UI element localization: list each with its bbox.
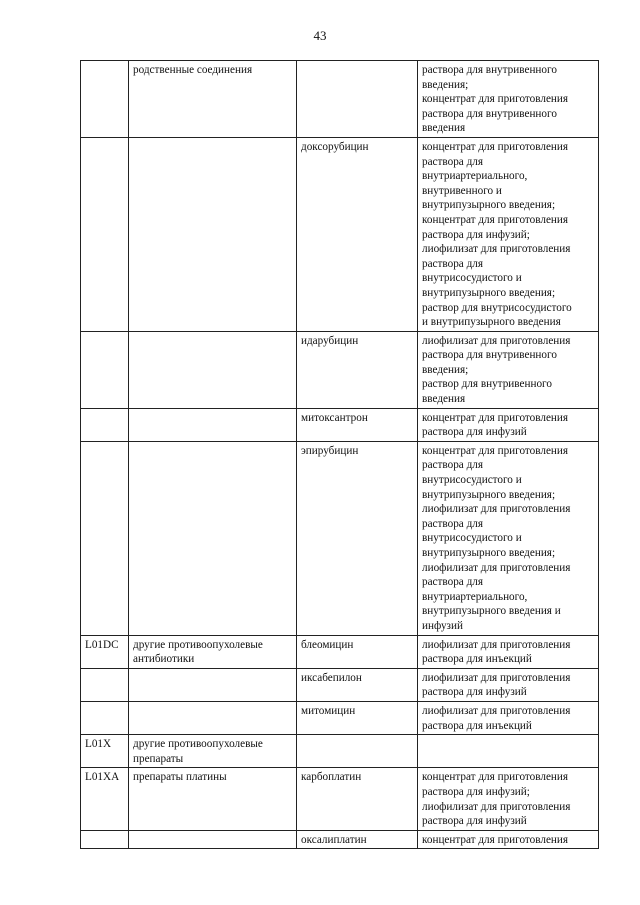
atc-code-cell: [81, 408, 129, 441]
page-number: 43: [313, 28, 327, 43]
group-cell: [129, 830, 297, 849]
drug-cell: митомицин: [297, 701, 418, 734]
table-row: [81, 408, 599, 441]
group-cell: [129, 331, 297, 408]
drug-cell: идарубицин: [297, 331, 418, 408]
table-row: [81, 701, 599, 734]
group-cell: [129, 408, 297, 441]
dosage-forms-cell: лиофилизат для приготовления раствора для инъекций: [418, 635, 599, 668]
atc-code-cell: L01XA: [81, 768, 129, 830]
group-cell: препараты платины: [129, 768, 297, 830]
table-row: [81, 61, 599, 138]
atc-code-cell: L01DC: [81, 635, 129, 668]
atc-code-cell: [81, 331, 129, 408]
group-cell: [129, 701, 297, 734]
drug-cell: доксорубицин: [297, 137, 418, 331]
dosage-forms-cell: концентрат для приготовления: [418, 830, 599, 849]
atc-code-cell: [81, 701, 129, 734]
dosage-forms-cell: лиофилизат для приготовления раствора для внутривенного введения; раствор для внутривенного введения: [418, 331, 599, 408]
group-cell: [129, 441, 297, 635]
group-cell: [129, 668, 297, 701]
table-row: [81, 735, 599, 768]
drug-cell: [297, 61, 418, 138]
dosage-forms-cell: концентрат для приготовления раствора для внутриартериального, внутривенного и внутрипузырного введения; концентрат для приготовления раствора для инфузий; лиофилизат для приготовления раствора для внутрисосудистого и внутрипузырного введения; раствор для внутрисосудистого и внутрипузырного введения: [418, 137, 599, 331]
table-row: [81, 830, 599, 849]
dosage-forms-cell: концентрат для приготовления раствора для внутрисосудистого и внутрипузырного введения; лиофилизат для приготовления раствора для внутрисосудистого и внутрипузырного введения; лиофилизат для приготовления раствора для внутриартериального, внутрипузырного введения и инфузий: [418, 441, 599, 635]
table-row: [81, 768, 599, 830]
group-cell: другие противоопухолевые препараты: [129, 735, 297, 768]
dosage-forms-cell: лиофилизат для приготовления раствора для инъекций: [418, 701, 599, 734]
drug-cell: митоксантрон: [297, 408, 418, 441]
atc-code-cell: L01X: [81, 735, 129, 768]
table-row: [81, 441, 599, 635]
drug-cell: блеомицин: [297, 635, 418, 668]
table-row: [81, 331, 599, 408]
group-cell: родственные соединения: [129, 61, 297, 138]
atc-code-cell: [81, 668, 129, 701]
table-row: [81, 137, 599, 331]
group-cell: другие противоопухолевые антибиотики: [129, 635, 297, 668]
atc-code-cell: [81, 830, 129, 849]
drug-cell: иксабепилон: [297, 668, 418, 701]
drug-cell: эпирубицин: [297, 441, 418, 635]
atc-code-cell: [81, 137, 129, 331]
dosage-forms-cell: [418, 735, 599, 768]
group-cell: [129, 137, 297, 331]
dosage-forms-cell: концентрат для приготовления раствора для инфузий: [418, 408, 599, 441]
dosage-forms-cell: концентрат для приготовления раствора для инфузий; лиофилизат для приготовления раствора для инфузий: [418, 768, 599, 830]
drug-cell: [297, 735, 418, 768]
drug-cell: карбоплатин: [297, 768, 418, 830]
table-row: [81, 668, 599, 701]
dosage-forms-cell: раствора для внутривенного введения; концентрат для приготовления раствора для внутривенного введения: [418, 61, 599, 138]
dosage-forms-cell: лиофилизат для приготовления раствора для инфузий: [418, 668, 599, 701]
drug-list-table: [80, 60, 599, 849]
atc-code-cell: [81, 441, 129, 635]
table-row: [81, 635, 599, 668]
atc-code-cell: [81, 61, 129, 138]
drug-cell: оксалиплатин: [297, 830, 418, 849]
